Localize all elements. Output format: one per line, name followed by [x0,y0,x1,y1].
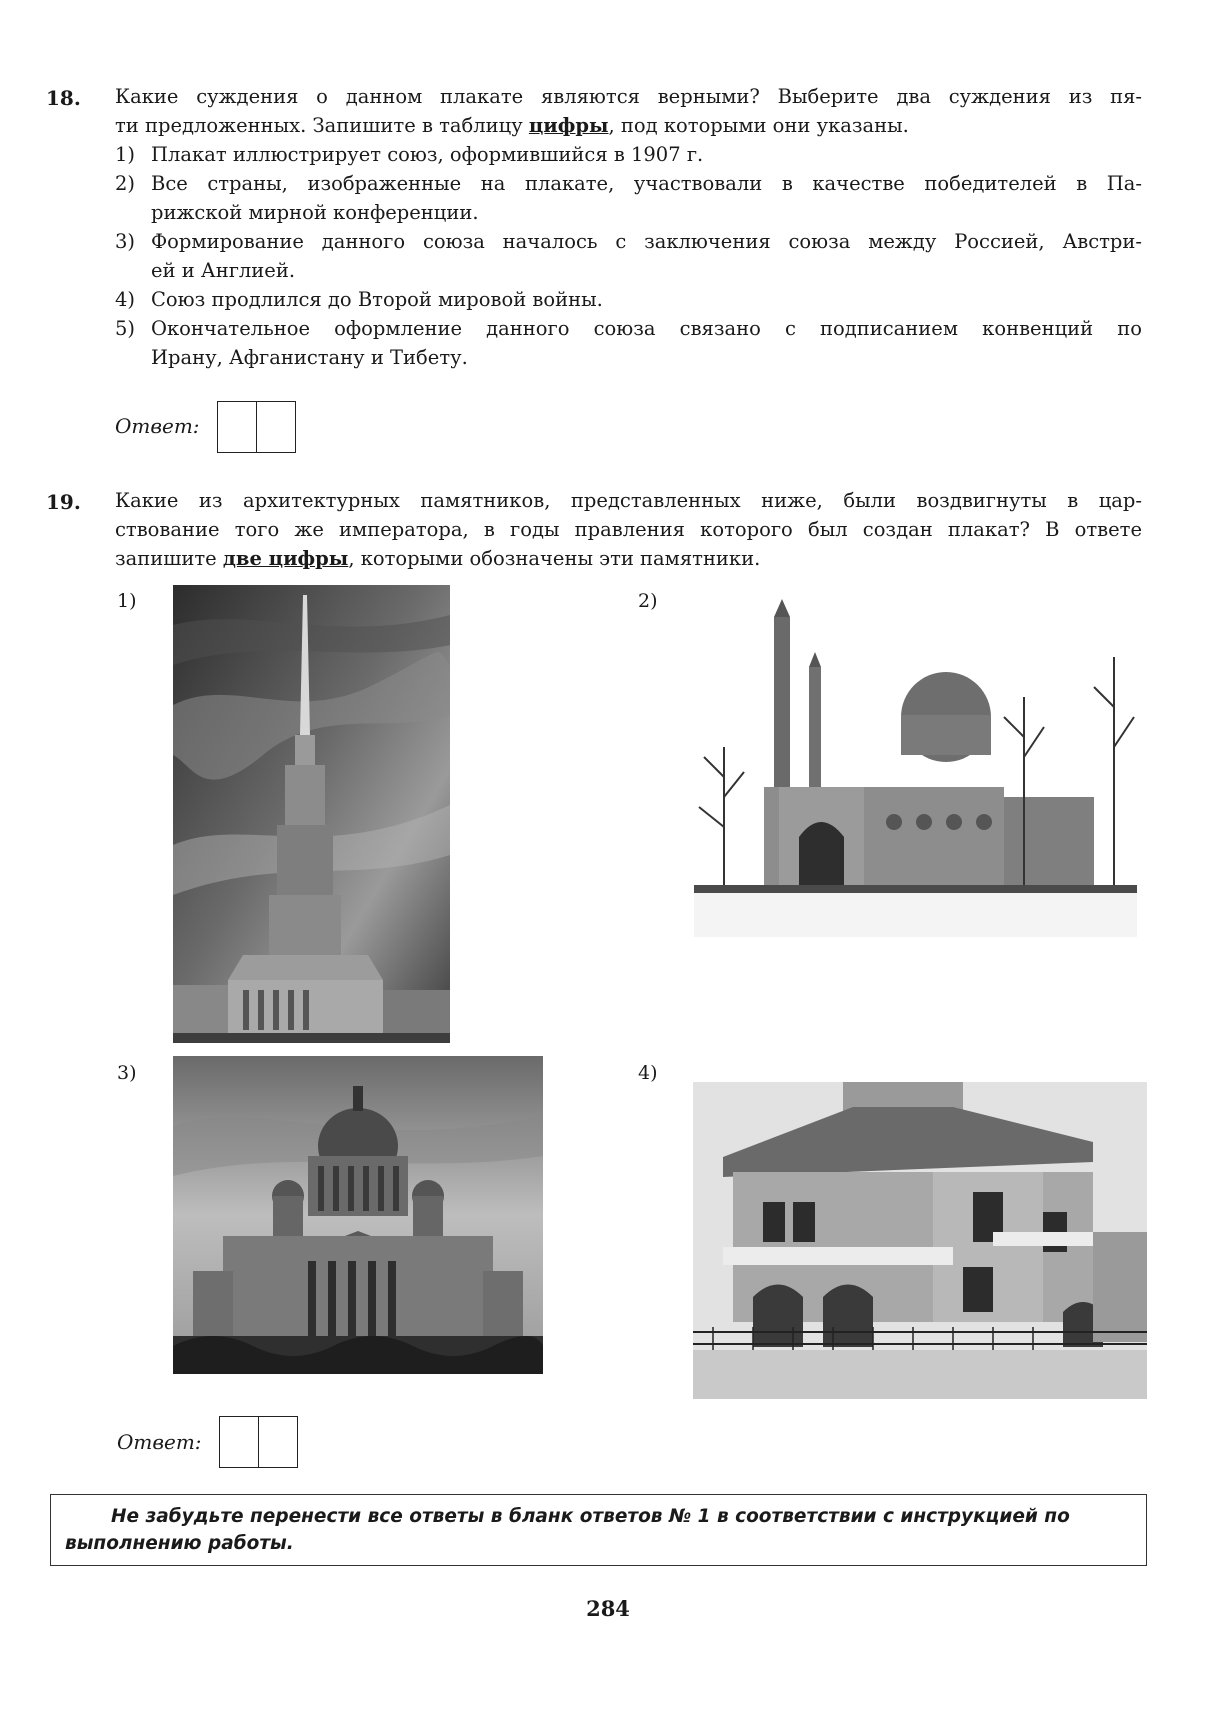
q18-option: 1) Плакат иллюстрирует союз, оформившийся в 1907 г. [115,143,704,166]
q18-option: 5) Окончательное оформление данного союза связано с подписанием конвенций по Ирану, Афганистану и Тибету. [115,317,1142,369]
q18-answer-label: Ответ: [115,414,200,438]
q19-answer-cell[interactable] [258,1417,297,1467]
q19-answer-label: Ответ: [117,1430,202,1454]
q19-intro-line3: запишите две цифры, которыми обозначены эти памятники. [115,547,761,570]
page-number: 284 [586,1596,630,1621]
image-label-3: 3) [117,1062,137,1084]
villa-image [693,1082,1147,1399]
q18-emphasis: цифры [528,114,609,137]
q18-option: 4) Союз продлился до Второй мировой войны. [115,288,603,311]
q18-options [115,140,1142,372]
spire-cathedral-image [173,585,450,1043]
photo-domed-cathedral [173,1056,543,1374]
image-label-2: 2) [638,590,658,612]
q18-intro-line1: Какие суждения о данном плакате являются верными? Выберите два суждения из пя- [115,85,1142,108]
q19-answer-boxes[interactable] [219,1416,298,1468]
q18-number: 18. [46,86,81,110]
q18-intro-line2: ти предложенных. Запишите в таблицу цифры, под которыми они указаны. [115,114,909,137]
image-label-1: 1) [117,590,137,612]
q18-answer-cell[interactable] [256,402,295,452]
reminder-notice [50,1494,1147,1566]
photo-cathedral-spire [173,585,450,1043]
q18-answer-cell[interactable] [218,402,256,452]
reminder-line2: выполнению работы. [65,1533,294,1554]
photo-mosque [694,597,1137,937]
q19-intro-line1: Какие из архитектурных памятников, представленных ниже, были воздвигнуты в цар- [115,489,1142,512]
photo-villa [693,1082,1147,1399]
q18-option: 3) Формирование данного союза началось с заключения союза между Россией, Австри- ей и Англией. [115,230,1142,282]
image-label-4: 4) [638,1062,658,1084]
q19-intro [115,486,1142,573]
reminder-line1: Не забудьте перенести все ответы в бланк ответов № 1 в соответствии с инструкцией по [111,1506,1070,1527]
q19-emphasis: две цифры [222,547,349,570]
domed-cathedral-image [173,1056,543,1374]
q18-intro [115,82,1142,140]
q19-intro-line2: ствование того же императора, в годы правления которого был создан плакат? В ответе [115,518,1142,541]
q18-option: 2) Все страны, изображенные на плакате, участвовали в качестве победителей в Па- рижской мирной конференции. [115,172,1142,224]
mosque-image [694,597,1137,937]
q18-answer-boxes[interactable] [217,401,296,453]
q19-number: 19. [46,490,81,514]
q19-answer-cell[interactable] [220,1417,258,1467]
